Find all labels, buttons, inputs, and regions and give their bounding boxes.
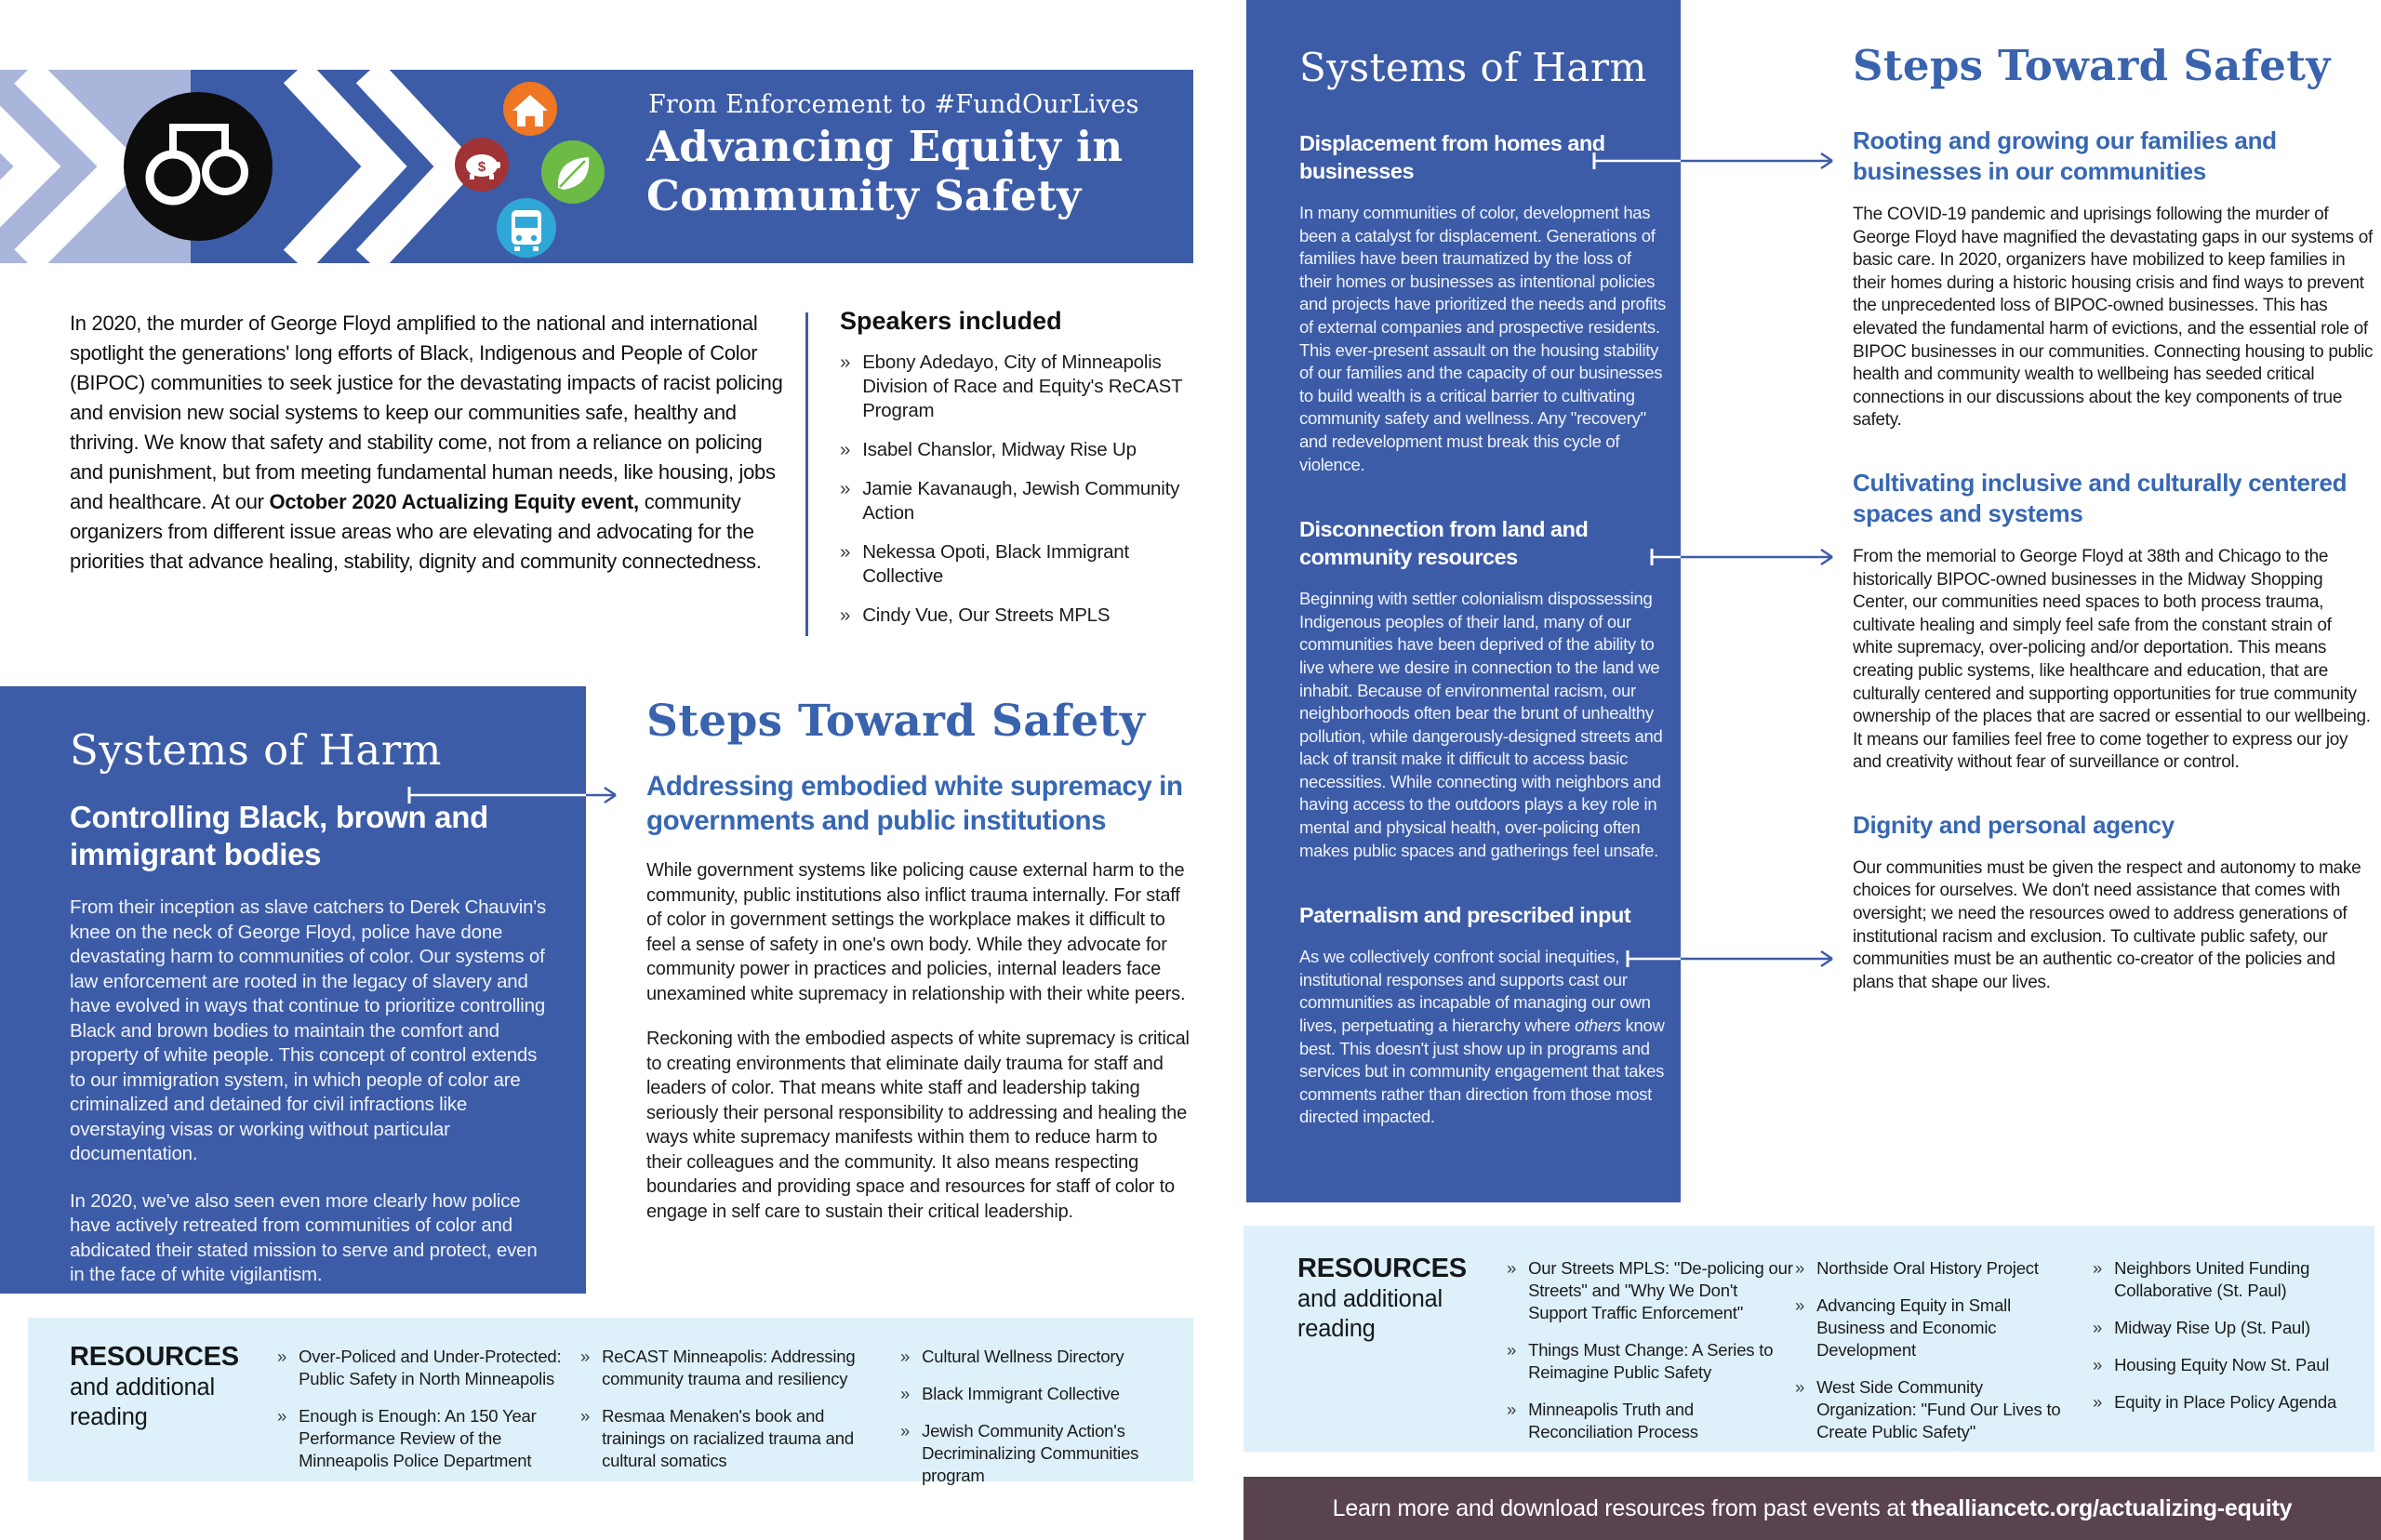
- cultivating-text: From the memorial to George Floyd at 38th and Chicago to the historically BIPOC-owned businesses in the Midway Shopping Center, our communities need spaces to both process trauma, cultivate healing and simply feel safe from the constant strain of white supremacy, over-policing and/or deportation. This means creating public systems, like healthcare and education, that are culturally centered and supporting opportunities for true community ownership of the places that are sacred or essential to our wellbeing. It means our families feel free to come together to express our joy and creativity without fear of surveillance or control.: [1853, 546, 2371, 773]
- resources-right-col2: [1795, 1257, 2074, 1458]
- header-kicker: From Enforcement to #FundOurLives: [648, 90, 1139, 119]
- resources-left-col3: [900, 1346, 1179, 1502]
- steps-toward-safety-left: [646, 696, 1190, 1224]
- list-bullet-icon: »: [580, 1347, 591, 1366]
- resource-item: [277, 1346, 570, 1390]
- list-bullet-icon: »: [900, 1384, 911, 1403]
- resource-text: Housing Equity Now St. Paul: [2114, 1355, 2330, 1374]
- resource-text: Over-Policed and Under-Protected: Public Safety in North Minneapolis: [299, 1347, 562, 1388]
- footer-url: thealliancetc.org/actualizing-equity: [1910, 1494, 2293, 1521]
- resource-text: Minneapolis Truth and Reconciliation Process: [1528, 1400, 1698, 1441]
- speaker-name: Jamie Kavanaugh, Jewish Community Action: [862, 478, 1180, 524]
- speaker-name: Nekessa Opoti, Black Immigrant Collective: [862, 541, 1129, 587]
- resources-box-left: [28, 1318, 1193, 1485]
- resource-text: Advancing Equity in Small Business and Economic Development: [1816, 1295, 2011, 1360]
- intro-bold-event: October 2020 Actualizing Equity event,: [269, 490, 639, 513]
- resource-item: [1507, 1257, 1800, 1324]
- speakers-list: [840, 351, 1191, 628]
- resources-label-rest: and additional reading: [1297, 1286, 1443, 1342]
- resource-item: [900, 1420, 1179, 1487]
- resources-label-bold: RESOURCES: [70, 1342, 239, 1372]
- header-banner: [0, 70, 1193, 263]
- resource-item: [2093, 1354, 2372, 1376]
- resources-label-bold: RESOURCES: [1297, 1254, 1467, 1283]
- intro-text: In 2020, the murder of George Floyd amplified to the national and international spotlight the generations' long efforts of Black, Indigenous and People of Color (BIPOC) communities to seek justice for the devastating impacts of racist policing and envision new social systems to keep our communities safe, healthy and thriving. We know that safety and stability come, not from a reliance on policing and punishment, but from meeting fundamental human needs, like housing, jobs and healthcare. At our: [70, 312, 783, 513]
- resource-item: [1795, 1376, 2074, 1443]
- systems-of-harm-box-right: [1246, 0, 1681, 1202]
- resource-text: Equity in Place Policy Agenda: [2114, 1392, 2337, 1412]
- resources-label-rest: and additional reading: [70, 1374, 216, 1430]
- resource-item: [1795, 1294, 2074, 1361]
- systems-paragraph1-left: From their inception as slave catchers to Derek Chauvin's knee on the neck of George Floyd, police have done devastating harm to communities of color. Our systems of law enforcement are rooted in the legacy of slavery and have evolved in ways that continue to prioritize controlling Black and brown bodies to maintain the comfort and property of white people. This concept of control extends to our immigration system, in which people of color are criminalized and detained for civil infractions like overstaying visas or working without particular documentation.: [70, 896, 547, 1164]
- paternalism-post: know best. This doesn't just show up in programs and services but in community engagement that takes comments rather than direction from those most directed impacted.: [1299, 1016, 1665, 1127]
- resource-text: Our Streets MPLS: "De-policing our Streets" and "Why We Don't Support Traffic Enforcement": [1528, 1258, 1793, 1322]
- connector-arrow-displacement: [1592, 147, 1853, 175]
- speaker-item: [840, 604, 1191, 628]
- list-bullet-icon: »: [840, 352, 851, 373]
- resource-item: [277, 1405, 570, 1472]
- page-title-line1: Advancing Equity in: [646, 122, 1124, 171]
- connector-arrow-controlling: [407, 781, 631, 809]
- footer-text: Learn more and download resources from past events at: [1332, 1494, 1906, 1521]
- paternalism-italic: others: [1575, 1016, 1621, 1036]
- disconnection-text: Beginning with settler colonialism dispossessing Indigenous peoples of their land, many of our communities have been deprived of the ability to live where we desire in connection to the land we inhabit. Because of environmental racism, our neighborhoods often bear the brunt of unhealthy pollution, while dangerously-designed streets and lack of transit make it difficult to access basic necessities. While connecting with neighbors and having access to the outdoors plays a key role in mental and physical health, over-policing often makes public spaces and gatherings feel unsafe.: [1299, 589, 1663, 860]
- list-bullet-icon: »: [1507, 1400, 1517, 1419]
- list-bullet-icon: »: [1795, 1295, 1805, 1315]
- resource-text: Midway Rise Up (St. Paul): [2114, 1318, 2310, 1337]
- resource-text: Resmaa Menaken's book and trainings on racialized trauma and cultural somatics: [602, 1406, 854, 1470]
- resources-box-right: [1244, 1226, 2374, 1452]
- list-bullet-icon: »: [840, 439, 851, 460]
- speaker-name: Cindy Vue, Our Streets MPLS: [862, 604, 1111, 626]
- systems-paragraph2-left: In 2020, we've also seen even more clearly how police have actively retreated from communities of color and abdicated their stated mission to serve and protect, even in the face of white vigilantism.: [70, 1189, 538, 1285]
- list-bullet-icon: »: [1507, 1340, 1517, 1360]
- list-bullet-icon: »: [1795, 1258, 1805, 1278]
- systems-subheading-left: Controlling Black, brown and immigrant bodies: [70, 800, 488, 871]
- speaker-name: Isabel Chanslor, Midway Rise Up: [862, 439, 1137, 460]
- steps-heading-left: Steps Toward Safety: [646, 696, 1146, 747]
- speakers-heading: Speakers included: [840, 307, 1062, 335]
- systems-heading-right: Systems of Harm: [1299, 45, 1647, 90]
- resources-left-col1: [277, 1346, 570, 1487]
- list-bullet-icon: »: [580, 1406, 591, 1426]
- speakers-divider: [805, 312, 808, 636]
- dignity-text: Our communities must be given the respect and autonomy to make choices for ourselves. We don't need assistance that comes with oversight; we need the resources owed to address generations of institutional racism and exclusion. To cultivate public safety, our communities must be an authentic co-creator of the policies and plans that shape our lives.: [1853, 857, 2361, 992]
- steps-subheading-left: Addressing embodied white supremacy in governments and public institutions: [646, 771, 1183, 836]
- resource-text: Jewish Community Action's Decriminalizing Communities program: [922, 1421, 1139, 1485]
- resource-item: [2093, 1391, 2372, 1414]
- list-bullet-icon: »: [2093, 1318, 2103, 1337]
- resources-right-col1: [1507, 1257, 1800, 1458]
- intro-text-after: community organizers from different issue areas who are elevating and advocating for the priorities that advance healing, stability, dignity and community connectedness.: [70, 490, 762, 573]
- disconnection-title: Disconnection from land and community resources: [1299, 517, 1589, 570]
- speaker-item: [840, 540, 1191, 589]
- list-bullet-icon: »: [277, 1406, 287, 1426]
- cultivating-title: Cultivating inclusive and culturally centered spaces and systems: [1853, 468, 2348, 527]
- page-title-line2: Community Safety: [646, 171, 1082, 220]
- speaker-name: Ebony Adedayo, City of Minneapolis Division of Race and Equity's ReCAST Program: [862, 352, 1183, 421]
- speaker-item: [840, 438, 1191, 462]
- resource-text: Things Must Change: A Series to Reimagine Public Safety: [1528, 1340, 1774, 1382]
- intro-paragraph: [70, 309, 801, 577]
- steps-heading-right: Steps Toward Safety: [1853, 41, 2331, 90]
- dignity-title: Dignity and personal agency: [1853, 810, 2175, 839]
- connector-arrow-paternalism: [1626, 945, 1854, 973]
- connector-arrow-disconnection: [1650, 543, 1855, 571]
- resource-item: [580, 1405, 864, 1472]
- page-title: [646, 122, 1123, 220]
- list-bullet-icon: »: [900, 1347, 911, 1366]
- speakers-panel: [840, 307, 1191, 643]
- resources-right-col3: [2093, 1257, 2372, 1428]
- resource-text: Cultural Wellness Directory: [922, 1347, 1124, 1366]
- list-bullet-icon: »: [1507, 1258, 1517, 1278]
- resource-item: [1795, 1257, 2074, 1280]
- resource-text: ReCAST Minneapolis: Addressing community trauma and resiliency: [602, 1347, 856, 1388]
- resource-item: [900, 1383, 1179, 1405]
- steps-toward-safety-right: [1853, 41, 2374, 994]
- displacement-title: Displacement from homes and businesses: [1299, 131, 1605, 183]
- resource-text: Northside Oral History Project: [1816, 1258, 2039, 1278]
- systems-of-harm-box-left: [0, 686, 586, 1294]
- rooting-text: The COVID-19 pandemic and uprisings following the murder of George Floyd have magnified the devastating gaps in our systems of basic care. In 2020, organizers have mobilized to keep families in their homes during a historic housing crisis and find ways to prevent the unprecedented loss of BIPOC-owned businesses. This has elevated the fundamental harm of evictions, and the essential role of BIPOC businesses in our communities. Connecting housing to public health and community wealth to wellbeing has seeded critical connections in our discussions about the key components of true safety.: [1853, 205, 2374, 431]
- resource-text: Black Immigrant Collective: [922, 1384, 1120, 1403]
- list-bullet-icon: »: [2093, 1258, 2103, 1278]
- handcuffs-circle: [124, 92, 273, 241]
- svg-text:$: $: [477, 159, 486, 175]
- steps-paragraph1-left: While government systems like policing cause external harm to the community, public institutions also inflict trauma internally. For staff of color in government settings the workplace makes it difficult to feel a sense of safety in one's own body. While they advocate for community power in practices and policies, internal leaders face unexamined white supremacy in relationship with their white peers.: [646, 860, 1186, 1004]
- paternalism-pre: As we collectively confront social inequities, institutional responses and supports cast our communities as incapable of managing our own lives, perpetuating a hierarchy where: [1299, 947, 1651, 1036]
- list-bullet-icon: »: [277, 1347, 287, 1366]
- resources-label-left: [70, 1342, 287, 1432]
- resources-left-col2: [580, 1346, 864, 1487]
- resources-label-right: [1297, 1254, 1511, 1344]
- resource-text: West Side Community Organization: "Fund Our Lives to Create Public Safety": [1816, 1377, 2061, 1441]
- displacement-text: In many communities of color, development has been a catalyst for displacement. Generations of families have been traumatized by the loss of their homes or businesses as intentional policies and projects have prioritized the needs and profits of external companies and prospective residents. This ever-present assault on the housing stability of our families and the capacity of our businesses to build wealth is a critical barrier to cultivating community safety and wellness. Any "recovery" and redevelopment must break this cycle of violence.: [1299, 203, 1667, 474]
- resource-item: [2093, 1257, 2372, 1302]
- list-bullet-icon: »: [1795, 1377, 1805, 1397]
- list-bullet-icon: »: [840, 478, 851, 499]
- rooting-title: Rooting and growing our families and businesses in our communities: [1853, 126, 2277, 185]
- steps-paragraph2-left: Reckoning with the embodied aspects of white supremacy is critical to creating environments that eliminate daily trauma for staff and leaders of color. That means white staff and leadership taking seriously their personal responsibility to addressing and healing the ways white supremacy manifests within them to reduce harm to their colleagues and the community. It also means respecting boundaries and providing space and resources for staff of color to engage in self care to sustain their critical leadership.: [646, 1029, 1190, 1222]
- list-bullet-icon: »: [840, 541, 851, 563]
- resource-text: Enough is Enough: An 150 Year Performance Review of the Minneapolis Police Department: [299, 1406, 537, 1470]
- resource-item: [1507, 1339, 1800, 1384]
- list-bullet-icon: »: [900, 1421, 911, 1440]
- resource-text: Neighbors United Funding Collaborative (St. Paul): [2114, 1258, 2310, 1300]
- resource-item: [1507, 1399, 1800, 1443]
- paternalism-text: [1299, 946, 1666, 1129]
- resource-item: [900, 1346, 1179, 1368]
- speaker-item: [840, 477, 1191, 525]
- systems-heading-left: Systems of Harm: [70, 725, 442, 775]
- chevrons-right-icon: [296, 72, 457, 261]
- footer-bar: [1244, 1477, 2381, 1540]
- paternalism-title: Paternalism and prescribed input: [1299, 903, 1631, 928]
- list-bullet-icon: »: [840, 604, 851, 626]
- list-bullet-icon: »: [2093, 1355, 2103, 1374]
- speaker-item: [840, 351, 1191, 423]
- resource-item: [580, 1346, 864, 1390]
- resource-item: [2093, 1317, 2372, 1339]
- list-bullet-icon: »: [2093, 1392, 2103, 1412]
